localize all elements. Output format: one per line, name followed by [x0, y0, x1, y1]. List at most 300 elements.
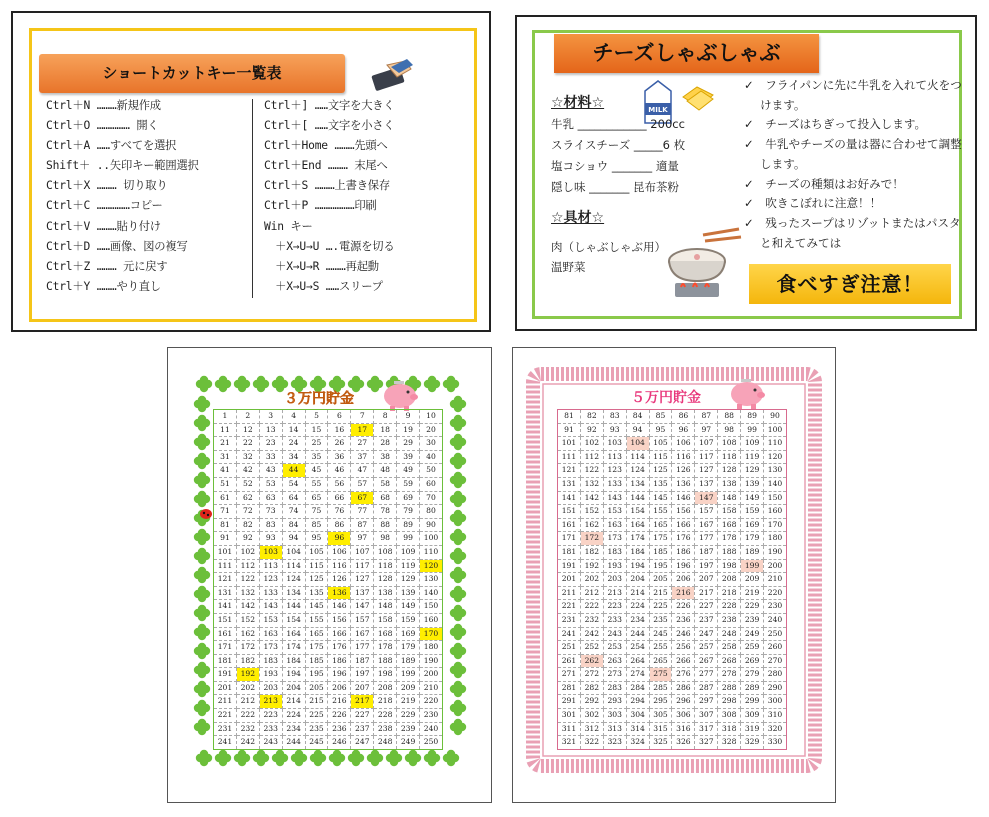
grid-cell: 128	[718, 464, 741, 478]
grid-cell: 92	[580, 423, 603, 437]
grid-cell: 31	[214, 450, 237, 464]
grid-cell: 13	[259, 423, 282, 437]
grid-cell: 48	[374, 464, 397, 478]
grid-cell: 54	[282, 477, 305, 491]
grid-cell: 123	[259, 573, 282, 587]
grid-cell: 21	[214, 437, 237, 451]
grid-cell: 155	[649, 505, 672, 519]
grid-cell: 164	[626, 518, 649, 532]
grid-cell: 157	[351, 613, 374, 627]
grid-cell: 163	[259, 627, 282, 641]
grid-row	[558, 464, 787, 478]
grid-cell: 320	[764, 722, 787, 736]
grid-cell: 326	[672, 736, 695, 750]
grid-cell: 161	[214, 627, 237, 641]
grid-cell-marked: 213	[259, 695, 282, 709]
grid-cell: 86	[672, 410, 695, 424]
grid-cell: 137	[695, 477, 718, 491]
grid-cell: 5	[305, 410, 328, 424]
grid-cell: 243	[603, 627, 626, 641]
grid-cell: 322	[580, 736, 603, 750]
grid-cell: 190	[420, 654, 443, 668]
grid-cell: 24	[282, 437, 305, 451]
grid-cell: 41	[214, 464, 237, 478]
clover-icon	[194, 700, 210, 716]
grid-cell: 184	[626, 545, 649, 559]
grid-row	[214, 613, 443, 627]
grid-cell: 330	[764, 736, 787, 750]
grid-cell: 211	[214, 695, 237, 709]
shortcut-row: Ctrl＋End ……… 末尾へ	[264, 159, 388, 173]
grid-row	[214, 600, 443, 614]
grid-row	[214, 641, 443, 655]
grid-cell: 224	[282, 709, 305, 723]
grid-cell: 110	[764, 437, 787, 451]
shortcut-row: ＋X→U→S ……スリープ	[264, 279, 383, 293]
grid-cell: 304	[626, 709, 649, 723]
grid-cell: 195	[649, 559, 672, 573]
grid-cell: 148	[374, 600, 397, 614]
grid-cell: 169	[397, 627, 420, 641]
grid-cell: 277	[695, 668, 718, 682]
grid-cell: 139	[741, 477, 764, 491]
grid-cell: 85	[305, 518, 328, 532]
grid-cell: 107	[695, 437, 718, 451]
grid-cell: 311	[558, 722, 581, 736]
grid-cell: 120	[764, 450, 787, 464]
clover-icon	[450, 548, 466, 564]
grid-cell: 227	[351, 709, 374, 723]
grid-cell: 30	[420, 437, 443, 451]
grid-row	[558, 627, 787, 641]
grid-cell: 168	[718, 518, 741, 532]
clover-icon	[234, 376, 250, 392]
grid-row	[214, 709, 443, 723]
clover-icon	[194, 396, 210, 412]
grid-cell: 184	[282, 654, 305, 668]
grid-cell: 169	[741, 518, 764, 532]
grid-row	[214, 464, 443, 478]
grid-cell: 189	[397, 654, 420, 668]
grid-cell: 204	[626, 573, 649, 587]
grid-cell: 171	[214, 641, 237, 655]
grid-cell: 150	[764, 491, 787, 505]
grid-cell: 174	[282, 641, 305, 655]
cheese-slices-icon	[681, 83, 715, 111]
grid-cell: 182	[236, 654, 259, 668]
grid-cell: 248	[718, 627, 741, 641]
grid-cell: 12	[236, 423, 259, 437]
grid-cell: 290	[764, 681, 787, 695]
grid-cell: 191	[214, 668, 237, 682]
grid-cell: 116	[328, 559, 351, 573]
grid-cell: 91	[558, 423, 581, 437]
grid-cell: 177	[695, 532, 718, 546]
grid-cell: 249	[397, 736, 420, 750]
grid-cell: 10	[420, 410, 443, 424]
grid-cell: 260	[764, 641, 787, 655]
grid-cell: 230	[764, 600, 787, 614]
shortcut-row: Ctrl＋V ………貼り付け	[46, 219, 161, 233]
grid-cell: 323	[603, 736, 626, 750]
clover-icon	[450, 719, 466, 735]
grid-cell: 308	[718, 709, 741, 723]
grid-cell: 206	[672, 573, 695, 587]
grid-cell: 222	[580, 600, 603, 614]
clover-icon	[215, 376, 231, 392]
grid-cell: 250	[764, 627, 787, 641]
grid-cell: 58	[374, 477, 397, 491]
grid-cell: 22	[236, 437, 259, 451]
grid-cell: 316	[672, 722, 695, 736]
grid-row	[214, 491, 443, 505]
grid-cell: 189	[741, 545, 764, 559]
grid-cell: 261	[558, 654, 581, 668]
grid-cell: 209	[741, 573, 764, 587]
grid-cell: 93	[603, 423, 626, 437]
shortcut-row: Ctrl＋X ……… 切り取り	[46, 179, 168, 193]
grid-cell: 76	[328, 505, 351, 519]
grid-cell: 92	[236, 532, 259, 546]
grid-cell: 98	[718, 423, 741, 437]
grid-cell: 155	[305, 613, 328, 627]
clover-icon	[194, 472, 210, 488]
recipe-step: ✓ 牛乳やチーズの量は器に合わせて調整します。	[744, 137, 962, 171]
grid-cell: 263	[603, 654, 626, 668]
clover-icon	[194, 681, 210, 697]
grid-cell: 130	[764, 464, 787, 478]
grid-cell: 258	[718, 641, 741, 655]
grid-cell: 203	[603, 573, 626, 587]
grid-cell: 235	[649, 613, 672, 627]
grid-cell: 73	[259, 505, 282, 519]
grid-cell: 145	[649, 491, 672, 505]
grid-cell: 115	[305, 559, 328, 573]
grid-cell: 72	[236, 505, 259, 519]
grid-cell: 191	[558, 559, 581, 573]
grid-cell: 233	[259, 722, 282, 736]
grid-cell: 89	[741, 410, 764, 424]
grid-cell: 303	[603, 709, 626, 723]
grid-cell: 35	[305, 450, 328, 464]
grid-cell: 108	[374, 545, 397, 559]
grid-cell: 97	[695, 423, 718, 437]
grid-cell: 267	[695, 654, 718, 668]
grid-cell: 159	[397, 613, 420, 627]
grid-cell: 175	[305, 641, 328, 655]
grid-cell: 182	[580, 545, 603, 559]
grid-cell: 88	[718, 410, 741, 424]
grid-cell: 235	[305, 722, 328, 736]
shortcut-row: Ctrl＋S ………上書き保存	[264, 179, 390, 193]
grid-row	[214, 681, 443, 695]
grid-cell: 237	[695, 613, 718, 627]
grid-cell-marked: 216	[672, 586, 695, 600]
grid-cell: 113	[603, 450, 626, 464]
grid-cell: 90	[420, 518, 443, 532]
grid-cell-marked: 199	[741, 559, 764, 573]
grid-cell: 77	[351, 505, 374, 519]
grid-row	[558, 695, 787, 709]
clover-icon	[196, 750, 212, 766]
grid-cell: 196	[328, 668, 351, 682]
shortcut-row: Ctrl＋O …………… 開く	[46, 119, 159, 133]
grid-cell: 228	[718, 600, 741, 614]
grid-cell: 135	[649, 477, 672, 491]
clover-icon	[194, 643, 210, 659]
recipe-card	[515, 15, 977, 331]
grid-cell: 257	[695, 641, 718, 655]
grid-cell: 208	[718, 573, 741, 587]
shortcut-row: Ctrl＋[ ……文字を小さく	[264, 119, 395, 133]
grid-cell: 179	[741, 532, 764, 546]
grid-cell: 295	[649, 695, 672, 709]
grid-cell: 194	[626, 559, 649, 573]
grid-row	[558, 410, 787, 424]
grid-cell: 138	[718, 477, 741, 491]
grid-cell: 68	[374, 491, 397, 505]
grid-cell: 296	[672, 695, 695, 709]
grid-cell-marked: 120	[420, 559, 443, 573]
grid-cell: 152	[580, 505, 603, 519]
grid-cell: 108	[718, 437, 741, 451]
grid-cell: 269	[741, 654, 764, 668]
grid-cell: 60	[420, 477, 443, 491]
grid-cell: 242	[580, 627, 603, 641]
shortcut-card-title: ショートカットキー一覧表	[39, 54, 345, 93]
grid-cell: 125	[305, 573, 328, 587]
grid-cell: 300	[764, 695, 787, 709]
grid-cell: 205	[305, 681, 328, 695]
grid-cell: 203	[259, 681, 282, 695]
grid-row	[214, 505, 443, 519]
grid-cell: 111	[214, 559, 237, 573]
grid-cell: 245	[649, 627, 672, 641]
grid-cell: 216	[328, 695, 351, 709]
topping-line: 肉（しゃぶしゃぶ用）	[551, 240, 666, 254]
clover-icon	[450, 605, 466, 621]
grid-cell: 244	[282, 736, 305, 750]
grid-cell: 315	[649, 722, 672, 736]
grid-cell: 136	[672, 477, 695, 491]
grid-cell: 270	[764, 654, 787, 668]
clover-icon	[310, 750, 326, 766]
grid-cell-marked: 217	[351, 695, 374, 709]
grid-cell: 220	[764, 586, 787, 600]
grid-row	[558, 613, 787, 627]
grid-row	[214, 518, 443, 532]
clover-icon	[450, 567, 466, 583]
grid-cell: 129	[397, 573, 420, 587]
grid-cell: 109	[741, 437, 764, 451]
grid-cell: 65	[305, 491, 328, 505]
grid-cell: 181	[214, 654, 237, 668]
grid-row	[558, 654, 787, 668]
grid-cell: 229	[397, 709, 420, 723]
grid-cell: 266	[672, 654, 695, 668]
grid-cell: 19	[397, 423, 420, 437]
warning-banner: 食べすぎ注意！	[749, 264, 951, 304]
grid-cell: 145	[305, 600, 328, 614]
grid-cell: 56	[328, 477, 351, 491]
grid-cell: 212	[580, 586, 603, 600]
clover-icon	[253, 750, 269, 766]
grid-cell: 305	[649, 709, 672, 723]
grid-cell: 190	[764, 545, 787, 559]
clover-icon	[194, 605, 210, 621]
grid-cell: 271	[558, 668, 581, 682]
grid-cell: 238	[374, 722, 397, 736]
grid-cell: 25	[305, 437, 328, 451]
grid-cell: 47	[351, 464, 374, 478]
grid-cell: 6	[328, 410, 351, 424]
grid-cell: 230	[420, 709, 443, 723]
grid-cell-marked: 262	[580, 654, 603, 668]
clover-icon	[215, 750, 231, 766]
grid-cell: 294	[626, 695, 649, 709]
grid-cell: 134	[626, 477, 649, 491]
grid-row	[214, 477, 443, 491]
grid-cell: 141	[214, 600, 237, 614]
grid-cell: 100	[420, 532, 443, 546]
grid-cell: 243	[259, 736, 282, 750]
grid-cell: 36	[328, 450, 351, 464]
grid-cell: 85	[649, 410, 672, 424]
grid-cell: 292	[580, 695, 603, 709]
grid-cell: 208	[374, 681, 397, 695]
grid-cell: 81	[558, 410, 581, 424]
grid-cell: 293	[603, 695, 626, 709]
grid-cell: 299	[741, 695, 764, 709]
clover-icon	[194, 415, 210, 431]
recipe-title: チーズしゃぶしゃぶ	[554, 34, 819, 73]
shortcut-list-right	[264, 97, 462, 298]
grid-cell: 115	[649, 450, 672, 464]
grid-cell: 118	[374, 559, 397, 573]
grid-cell: 186	[328, 654, 351, 668]
grid-cell: 249	[741, 627, 764, 641]
grid-cell: 14	[282, 423, 305, 437]
recipe-step: ✓ 残ったスープはリゾットまたはパスタと和えてみては	[744, 215, 961, 250]
grid-cell: 99	[741, 423, 764, 437]
grid-cell: 226	[328, 709, 351, 723]
grid-cell: 264	[626, 654, 649, 668]
clover-icon	[450, 643, 466, 659]
grid-cell: 142	[236, 600, 259, 614]
grid-row	[214, 668, 443, 682]
grid-cell: 106	[672, 437, 695, 451]
grid-cell: 175	[649, 532, 672, 546]
clover-icon	[450, 662, 466, 678]
grid-cell: 81	[214, 518, 237, 532]
grid-cell: 15	[305, 423, 328, 437]
grid-cell: 57	[351, 477, 374, 491]
grid-row	[558, 491, 787, 505]
grid-row	[558, 437, 787, 451]
grid-cell: 102	[580, 437, 603, 451]
piggy-bank-icon	[380, 376, 420, 412]
grid-cell: 69	[397, 491, 420, 505]
shortcut-row: Ctrl＋Z ……… 元に戻す	[46, 259, 168, 273]
grid-cell: 90	[764, 410, 787, 424]
grid-cell: 174	[626, 532, 649, 546]
clover-icon	[194, 624, 210, 640]
grid-cell: 122	[236, 573, 259, 587]
grid-row	[214, 736, 443, 750]
grid-cell: 173	[259, 641, 282, 655]
grid-cell: 241	[214, 736, 237, 750]
grid-row	[558, 668, 787, 682]
grid-cell: 226	[672, 600, 695, 614]
clover-icon	[196, 376, 212, 392]
grid-cell: 131	[558, 477, 581, 491]
grid-cell: 236	[328, 722, 351, 736]
grid-cell: 202	[580, 573, 603, 587]
grid-cell: 228	[374, 709, 397, 723]
grid-cell: 177	[351, 641, 374, 655]
grid-cell: 133	[603, 477, 626, 491]
grid-cell: 165	[649, 518, 672, 532]
grid-cell: 274	[626, 668, 649, 682]
grid-cell: 154	[282, 613, 305, 627]
recipe-step: ✓ チーズはちぎって投入します。	[744, 117, 927, 132]
shortcut-row: ＋X→U→U ….電源を切る	[264, 239, 395, 253]
grid-cell: 126	[672, 464, 695, 478]
grid-cell: 224	[626, 600, 649, 614]
grid-row	[214, 586, 443, 600]
clover-icon	[367, 750, 383, 766]
grid-cell: 71	[214, 505, 237, 519]
grid-cell: 110	[420, 545, 443, 559]
grid-cell: 167	[695, 518, 718, 532]
grid-row	[558, 641, 787, 655]
grid-cell: 95	[305, 532, 328, 546]
grid-cell: 101	[214, 545, 237, 559]
grid-cell: 42	[236, 464, 259, 478]
grid-cell: 94	[282, 532, 305, 546]
grid-cell: 193	[259, 668, 282, 682]
grid-cell: 156	[672, 505, 695, 519]
grid-cell: 201	[214, 681, 237, 695]
grid-cell: 109	[397, 545, 420, 559]
grid-row	[558, 450, 787, 464]
grid-row	[558, 423, 787, 437]
clover-icon	[450, 472, 466, 488]
grid-cell: 119	[397, 559, 420, 573]
grid-cell: 59	[397, 477, 420, 491]
clover-icon	[329, 750, 345, 766]
grid-cell: 91	[214, 532, 237, 546]
grid-cell: 231	[214, 722, 237, 736]
grid-cell: 255	[649, 641, 672, 655]
grid-cell: 97	[351, 532, 374, 546]
grid-cell: 113	[259, 559, 282, 573]
grid-cell: 240	[420, 722, 443, 736]
grid-cell-marked: 192	[236, 668, 259, 682]
grid-cell: 238	[718, 613, 741, 627]
grid-cell: 234	[282, 722, 305, 736]
grid-cell: 130	[420, 573, 443, 587]
grid-cell: 291	[558, 695, 581, 709]
grid-cell: 225	[649, 600, 672, 614]
grid-cell: 301	[558, 709, 581, 723]
grid-cell: 215	[649, 586, 672, 600]
grid-cell: 231	[558, 613, 581, 627]
grid-cell: 63	[259, 491, 282, 505]
grid-cell: 141	[558, 491, 581, 505]
grid-cell: 147	[351, 600, 374, 614]
grid-cell: 176	[328, 641, 351, 655]
